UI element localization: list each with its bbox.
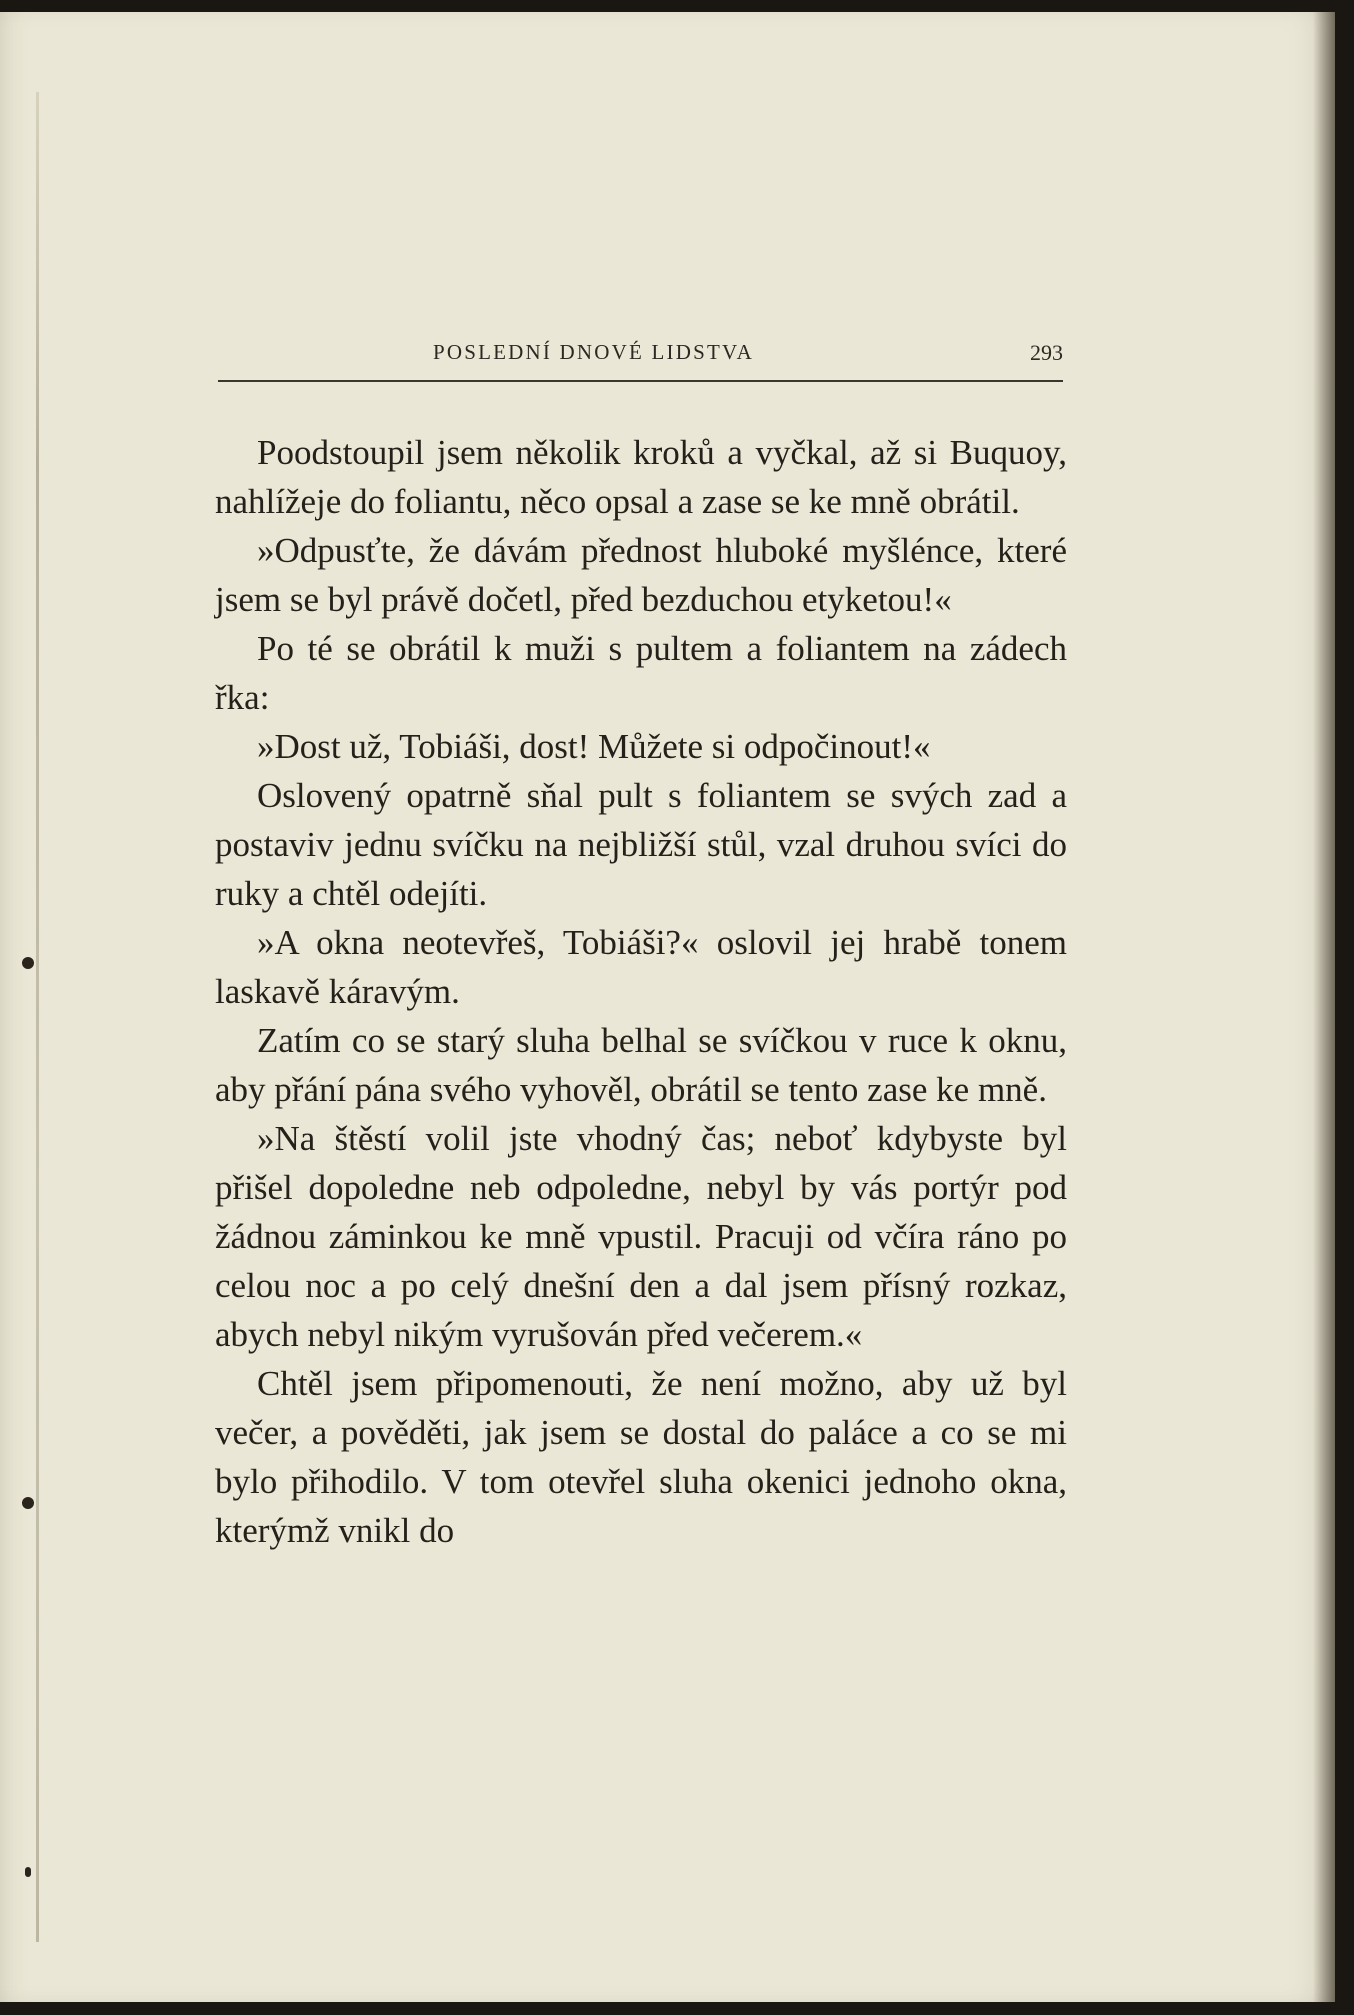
body-text bbox=[215, 428, 1067, 1555]
paragraph: Zatím co se starý sluha belhal se svíčkou v ruce k oknu, aby přání pána svého vyhověl, obrátil se tento zase ke mně. bbox=[215, 1021, 1067, 1109]
paragraph: Po té se obrátil k muži s pultem a foliantem na zádech řka: bbox=[215, 629, 1067, 717]
margin-mark bbox=[25, 1867, 31, 1877]
paragraph: Poodstoupil jsem několik kroků a vyčkal, až si Buquoy, nahlížeje do foliantu, něco opsal a zase se ke mně obrátil. bbox=[215, 433, 1067, 521]
header-rule bbox=[218, 380, 1063, 382]
paragraph: »Odpusťte, že dávám přednost hluboké myšlénce, které jsem se byl právě dočetl, před bezduchou etyketou!« bbox=[215, 531, 1067, 619]
margin-mark bbox=[22, 957, 34, 969]
page-number: 293 bbox=[1030, 340, 1063, 365]
page-edge-shadow bbox=[1313, 12, 1335, 2002]
page-header bbox=[218, 334, 1063, 374]
paragraph: »Dost už, Tobiáši, dost! Můžete si odpočinout!« bbox=[257, 727, 931, 766]
paragraph: Chtěl jsem připomenouti, že není možno, aby už byl večer, a pověděti, jak jsem se dostal do paláce a co se mi bylo přihodilo. V tom otevřel sluha okenici jednoho okna, kterýmž vnikl do bbox=[215, 1364, 1067, 1550]
page-paper bbox=[0, 12, 1335, 2002]
paragraph: »Na štěstí volil jste vhodný čas; neboť kdybyste byl přišel dopoledne neb odpoledne, nebyl by vás portýr pod žádnou záminkou ke mně vpustil. Pracuji od včíra ráno po celou noc a po celý dnešní den a dal jsem přísný rozkaz, abych nebyl nikým vyrušován před večerem.« bbox=[215, 1119, 1067, 1354]
binding-gutter bbox=[36, 92, 39, 1942]
running-title: POSLEDNÍ DNOVÉ LIDSTVA bbox=[433, 340, 755, 364]
paragraph: Oslovený opatrně sňal pult s foliantem se svých zad a postaviv jednu svíčku na nejbližší stůl, vzal druhou svíci do ruky a chtěl odejíti. bbox=[215, 776, 1067, 913]
margin-mark bbox=[22, 1497, 34, 1509]
paragraph: »A okna neotevřeš, Tobiáši?« oslovil jej hrabě tonem laskavě káravým. bbox=[215, 923, 1067, 1011]
